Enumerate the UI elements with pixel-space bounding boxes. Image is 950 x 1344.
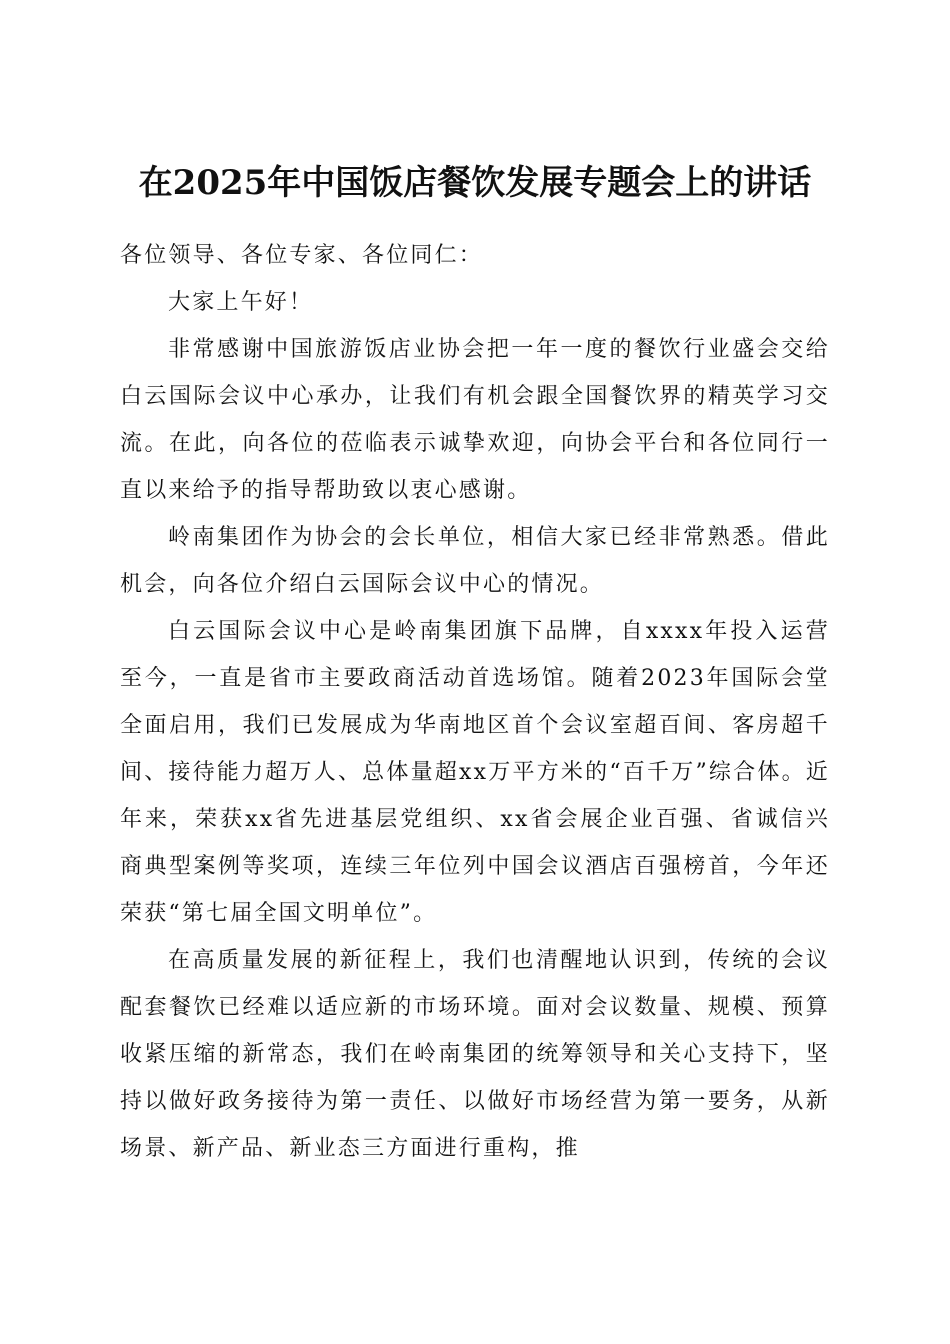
paragraph-introduction: 岭南集团作为协会的会长单位，相信大家已经非常熟悉。借此机会，向各位介绍白云国际会议中心的情况。: [120, 525, 830, 597]
document-title: 在2025年中国饭店餐饮发展专题会上的讲话: [138, 162, 812, 203]
paragraph-development: 在高质量发展的新征程上，我们也清醒地认识到，传统的会议配套餐饮已经难以适应新的市场环境。面对会议数量、规模、预算收紧压缩的新常态，我们在岭南集团的统筹领导和关心支持下，坚持以做好政务接待为第一责任、以做好市场经营为第一要务，从新场景、新产品、新业态三方面进行重构，推: [120, 948, 830, 1161]
paragraph-thanks: 非常感谢中国旅游饭店业协会把一年一度的餐饮行业盛会交给白云国际会议中心承办，让我们有机会跟全国餐饮界的精英学习交流。在此，向各位的莅临表示诚挚欢迎，向协会平台和各位同行一直以来给予的指导帮助致以衷心感谢。: [120, 337, 830, 503]
paragraph-greeting: 大家上午好！: [168, 290, 314, 315]
document-body: [120, 232, 830, 1172]
salutation: 各位领导、各位专家、各位同仁：: [120, 243, 484, 268]
paragraph-center-overview: 白云国际会议中心是岭南集团旗下品牌，自xxxx年投入运营至今，一直是省市主要政商活动首选场馆。随着2023年国际会堂全面启用，我们已发展成为华南地区首个会议室超百间、客房超千间、接待能力超万人、总体量超xx万平方米的“百千万”综合体。近年来，荣获xx省先进基层党组织、xx省会展企业百强、省诚信兴商典型案例等奖项，连续三年位列中国会议酒店百强榜首，今年还荣获“第七届全国文明单位”。: [120, 619, 830, 926]
